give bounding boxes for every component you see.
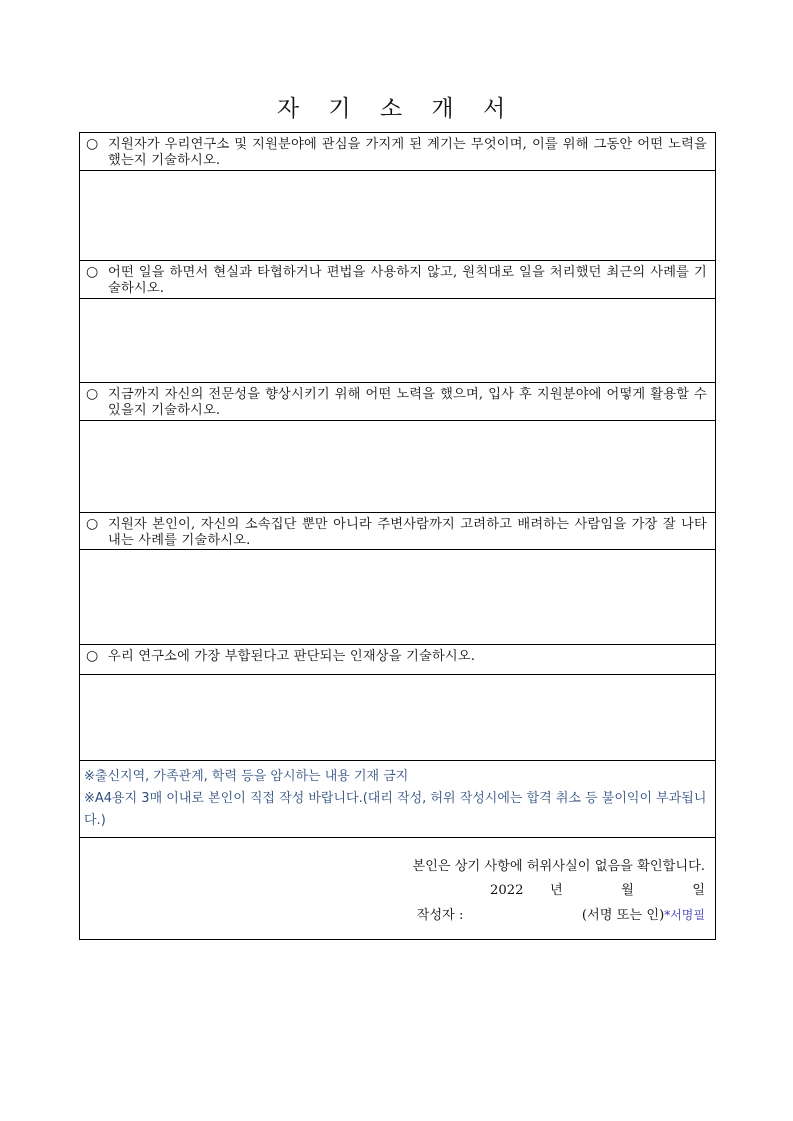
answer-5-area[interactable] — [80, 675, 716, 761]
circle-bullet-icon: ○ — [86, 648, 99, 664]
answer-3-area[interactable] — [80, 421, 716, 513]
notice-line-1: ※출신지역, 가족관계, 학력 등을 암시하는 내용 기재 금지 — [84, 769, 409, 784]
notice-box — [80, 761, 716, 838]
circle-bullet-icon: ○ — [86, 136, 99, 152]
answer-2-area[interactable] — [80, 299, 716, 383]
self-introduction-form — [79, 132, 716, 940]
question-3-text: 지금까지 자신의 전문성을 향상시키기 위해 어떤 노력을 했으며, 입사 후 지원분야에 어떻게 활용할 수 있을지 기술하시오. — [108, 387, 707, 418]
question-5-text: 우리 연구소에 가장 부합된다고 판단되는 인재상을 기술하시오. — [108, 649, 476, 664]
date-year: 2022 — [489, 883, 524, 898]
circle-bullet-icon: ○ — [86, 264, 99, 280]
writer-label: 작성자 : — [416, 908, 464, 923]
question-1 — [80, 133, 716, 171]
date-month-unit: 월 — [621, 883, 634, 898]
date-line — [490, 879, 705, 898]
signature-label: (서명 또는 인) — [581, 908, 665, 923]
question-2 — [80, 261, 716, 299]
confirmation-statement: 본인은 상기 사항에 허위사실이 없음을 확인합니다. — [412, 859, 705, 874]
question-4 — [80, 513, 716, 550]
question-5 — [80, 645, 716, 675]
notice-line-2: ※A4용지 3매 이내로 본인이 직접 작성 바랍니다.(대리 작성, 허위 작성시에는 합격 취소 등 불이익이 부과됩니다.) — [84, 791, 707, 828]
answer-1-area[interactable] — [80, 171, 716, 261]
signature-note: *서명필 — [664, 908, 705, 922]
date-year-unit: 년 — [549, 883, 563, 898]
date-day-unit: 일 — [692, 883, 705, 898]
question-1-text: 지원자가 우리연구소 및 지원분야에 관심을 가지게 된 계기는 무엇이며, 이를 위해 그동안 어떤 노력을 했는지 기술하시오. — [108, 137, 707, 168]
answer-4-area[interactable] — [80, 550, 716, 645]
confirmation-box — [80, 838, 716, 940]
circle-bullet-icon: ○ — [86, 386, 99, 402]
signature-line — [417, 904, 705, 923]
question-2-text: 어떤 일을 하면서 현실과 타협하거나 편법을 사용하지 않고, 원칙대로 일을 처리했던 최근의 사례를 기술하시오. — [108, 265, 707, 296]
question-3 — [80, 383, 716, 421]
question-4-text: 지원자 본인이, 자신의 소속집단 뿐만 아니라 주변사람까지 고려하고 배려하는 사람임을 가장 잘 나타내는 사례를 기술하시오. — [108, 517, 707, 548]
page-title: 자 기 소 개 서 — [276, 96, 517, 122]
circle-bullet-icon: ○ — [86, 516, 99, 532]
